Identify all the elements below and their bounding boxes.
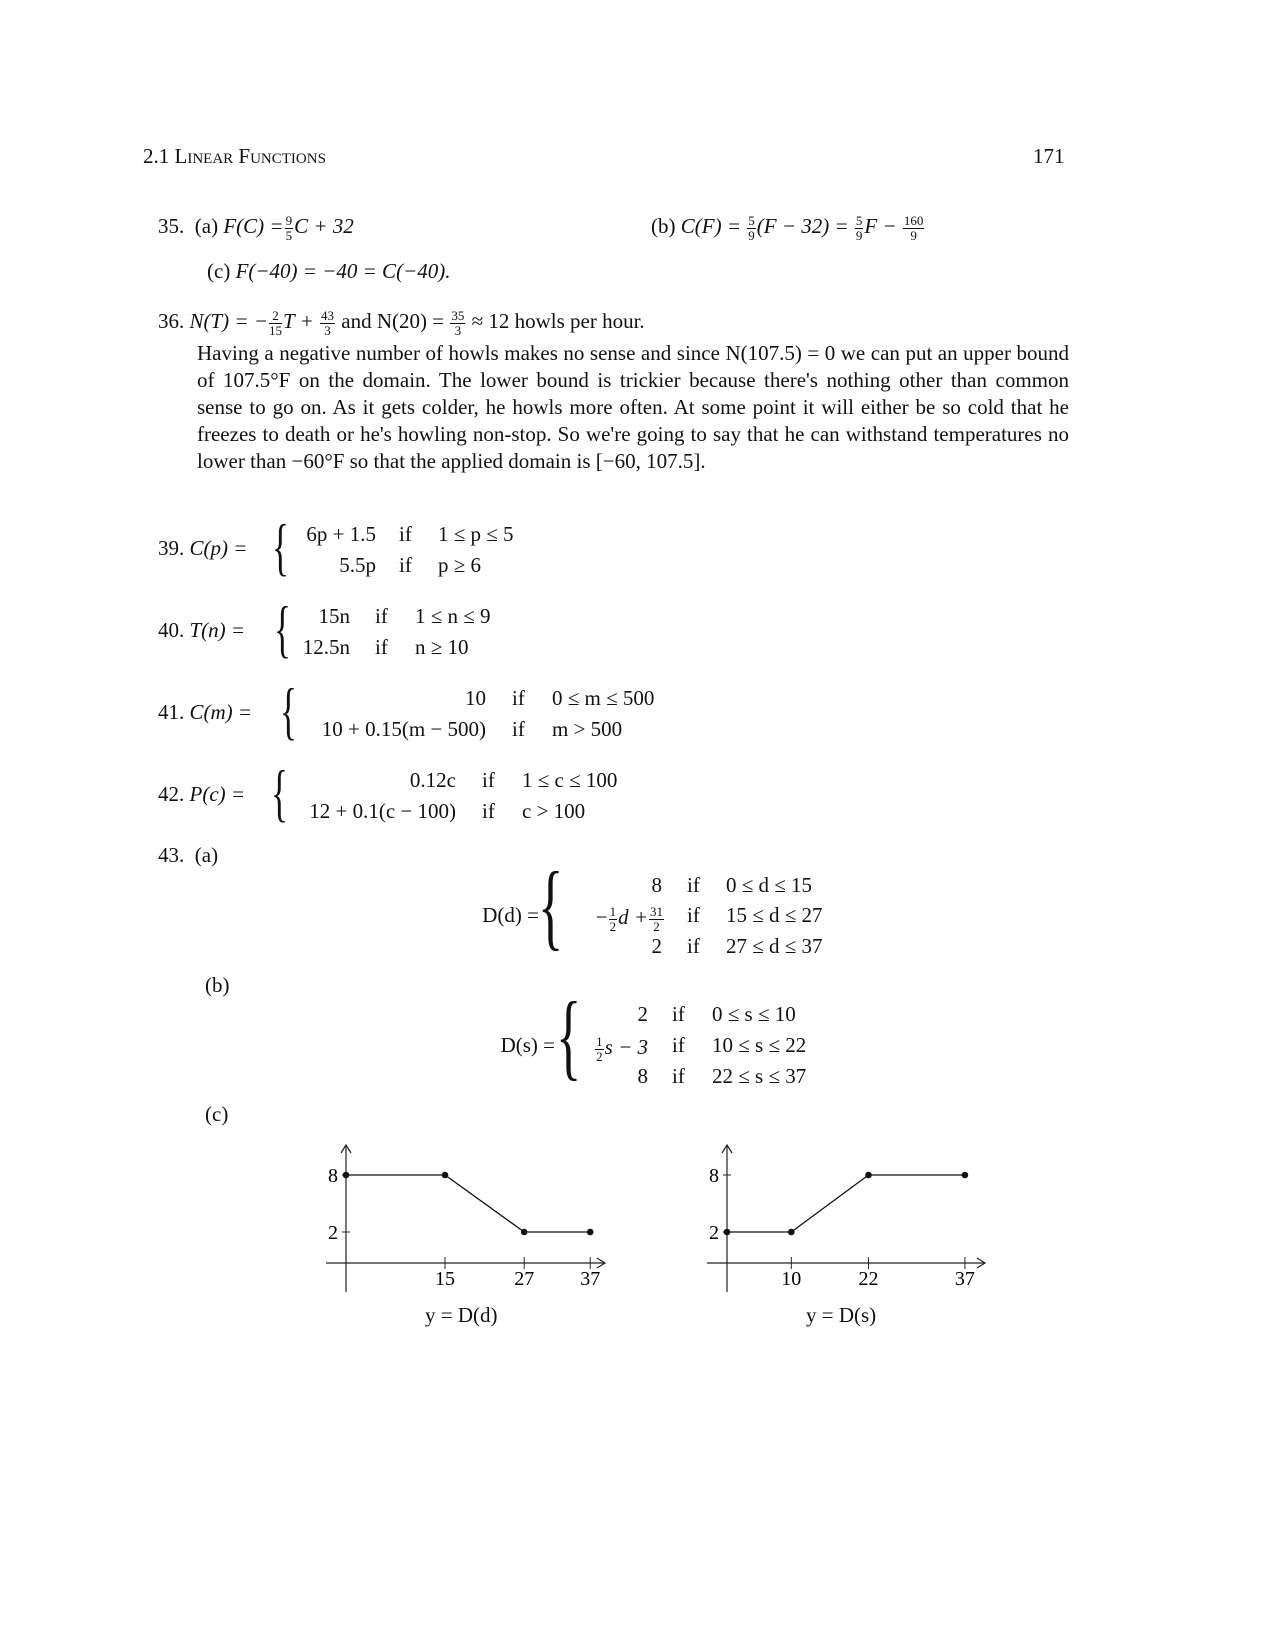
case-cond: c > 100 bbox=[522, 799, 586, 823]
data-point bbox=[343, 1172, 350, 1179]
graph-2-caption: y = D(s) bbox=[806, 1303, 877, 1327]
math: C + 32 bbox=[294, 213, 354, 238]
problem-36-paragraph: Having a negative number of howls makes no sense and since N(107.5) = 0 we can put an upper bound of 107.5°F on the domain. The lower bound is trickier because there's nothing other than common sense to go on. As it gets colder, he howls more often. At some point it will either be so cold that he freezes to death or he's howling non-stop. So we're going to say that he can withstand temperatures no lower than −60°F so that the applied domain is [−60, 107.5]. bbox=[197, 341, 1069, 473]
fraction: $\frac{2}{15}$ bbox=[269, 308, 283, 338]
case-cond: 0 ≤ m ≤ 500 bbox=[552, 686, 655, 710]
case-cond: 0 ≤ d ≤ 15 bbox=[726, 873, 813, 897]
data-point bbox=[587, 1229, 594, 1236]
case-expr: 6p + 1.5 bbox=[306, 522, 376, 546]
math: F − bbox=[864, 213, 897, 238]
case-cond: 1 ≤ n ≤ 9 bbox=[415, 604, 491, 628]
math: C(F) = bbox=[680, 213, 741, 238]
brace: { bbox=[271, 757, 288, 828]
case-if: if bbox=[512, 717, 525, 741]
case-expr: $\frac{1}{2}$ s − 3 bbox=[596, 1034, 648, 1064]
fraction: $\frac{5}{9}$ bbox=[855, 213, 863, 243]
data-point bbox=[521, 1229, 528, 1236]
y-tick-label: 8 bbox=[328, 1165, 338, 1187]
problem-35c: (c) F(−40) = −40 = C(−40). bbox=[207, 259, 451, 283]
fraction: $\frac{43}{3}$ bbox=[321, 308, 334, 338]
x-tick-label: 22 bbox=[858, 1268, 879, 1290]
math: D(d) = bbox=[482, 903, 539, 927]
case-expr: 2 bbox=[651, 934, 662, 958]
y-tick-label: 2 bbox=[709, 1222, 719, 1244]
item-number: 35. bbox=[158, 213, 185, 238]
math: F(C) = bbox=[223, 213, 284, 238]
fraction: $\frac{5}{9}$ bbox=[748, 213, 755, 243]
case-expr: 10 + 0.15(m − 500) bbox=[321, 717, 486, 741]
case-if: if bbox=[687, 903, 700, 927]
case-if: if bbox=[512, 686, 525, 710]
problem-42: 42. P(c) = bbox=[158, 782, 246, 806]
page-number: 171 bbox=[1033, 144, 1065, 168]
case-cond: 1 ≤ p ≤ 5 bbox=[438, 522, 514, 546]
case-if: if bbox=[687, 873, 700, 897]
data-point bbox=[442, 1172, 449, 1179]
case-if: if bbox=[375, 635, 388, 659]
problem-39: 39. C(p) = bbox=[158, 536, 248, 560]
case-cond: p ≥ 6 bbox=[438, 553, 482, 577]
math: (F − 32) = bbox=[756, 213, 849, 238]
case-if: if bbox=[482, 768, 495, 792]
case-if: if bbox=[375, 604, 388, 628]
graph-line bbox=[346, 1175, 590, 1232]
x-tick-label: 37 bbox=[580, 1268, 601, 1290]
case-expr: 15n bbox=[318, 604, 350, 628]
brace: { bbox=[556, 982, 582, 1089]
part-label: (c) bbox=[205, 1102, 229, 1126]
case-if: if bbox=[482, 799, 495, 823]
case-if: if bbox=[672, 1064, 685, 1088]
case-expr: 10 bbox=[465, 686, 486, 710]
problem-40: 40. T(n) = bbox=[158, 618, 246, 642]
part-label: (a) bbox=[194, 213, 219, 238]
data-point bbox=[788, 1229, 795, 1236]
y-tick-label: 8 bbox=[709, 1165, 719, 1187]
fraction: $\frac{9}{5}$ bbox=[285, 213, 293, 243]
case-expr: 8 bbox=[637, 1064, 648, 1088]
case-expr: 12 + 0.1(c − 100) bbox=[309, 799, 456, 823]
case-if: if bbox=[672, 1033, 685, 1057]
case-expr: 2 bbox=[637, 1002, 648, 1026]
brace: { bbox=[280, 675, 297, 746]
math: D(s) = bbox=[500, 1033, 555, 1057]
case-cond: n ≥ 10 bbox=[415, 635, 469, 659]
case-expr: 12.5n bbox=[302, 635, 350, 659]
case-if: if bbox=[399, 553, 412, 577]
case-cond: 22 ≤ s ≤ 37 bbox=[712, 1064, 807, 1088]
case-cond: 1 ≤ c ≤ 100 bbox=[522, 768, 618, 792]
case-cond: m > 500 bbox=[552, 717, 623, 741]
part-label: (b) bbox=[651, 213, 676, 238]
x-tick-label: 37 bbox=[954, 1268, 975, 1290]
data-point bbox=[724, 1229, 731, 1236]
y-tick-label: 2 bbox=[328, 1222, 338, 1244]
problem-41: 41. C(m) = bbox=[158, 700, 253, 724]
case-expr: 0.12c bbox=[409, 768, 456, 792]
brace: { bbox=[538, 852, 564, 959]
case-expr: 8 bbox=[651, 873, 662, 897]
x-tick-label: 10 bbox=[781, 1268, 802, 1290]
data-point bbox=[962, 1172, 969, 1179]
case-if: if bbox=[399, 522, 412, 546]
graph-1-caption: y = D(d) bbox=[425, 1303, 498, 1327]
case-expr: 5.5p bbox=[339, 553, 376, 577]
case-cond: 15 ≤ d ≤ 27 bbox=[726, 903, 823, 927]
case-cond: 27 ≤ d ≤ 37 bbox=[726, 934, 823, 958]
x-tick-label: 27 bbox=[514, 1268, 535, 1290]
fraction: $\frac{160}{9}$ bbox=[903, 213, 924, 243]
data-point bbox=[865, 1172, 872, 1179]
x-tick-label: 15 bbox=[435, 1268, 455, 1290]
case-cond: 0 ≤ s ≤ 10 bbox=[712, 1002, 796, 1026]
graph-line bbox=[727, 1175, 965, 1232]
problem-43: 43. (a) bbox=[158, 843, 219, 867]
case-if: if bbox=[687, 934, 700, 958]
case-if: if bbox=[672, 1002, 685, 1026]
part-label: (b) bbox=[205, 973, 230, 997]
case-expr: − $\frac{1}{2}$ d + $\frac{31}{2}$ bbox=[595, 904, 663, 934]
brace: { bbox=[272, 511, 289, 582]
brace: { bbox=[274, 593, 291, 664]
fraction: $\frac{35}{3}$ bbox=[451, 308, 465, 338]
section-header: 2.1 Linear Functions bbox=[143, 144, 326, 168]
case-cond: 10 ≤ s ≤ 22 bbox=[712, 1033, 807, 1057]
problem-36: 36. N(T) = − $\frac{2}{15}$ T + $\frac{43}{3}$ and N(20) = $\frac{35}{3}$ ≈ 12 howls per hour. bbox=[158, 308, 645, 338]
